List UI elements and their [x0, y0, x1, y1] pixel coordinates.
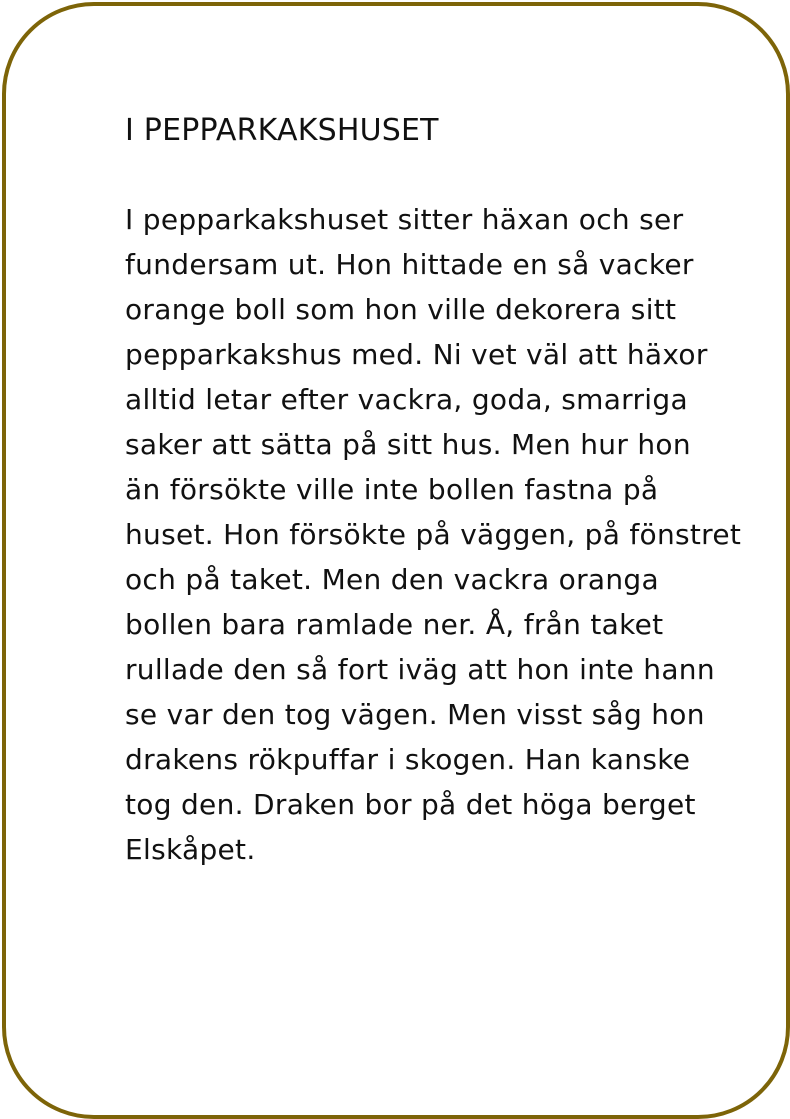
- story-line: och på taket. Men den vackra oranga: [125, 563, 659, 596]
- story-line: saker att sätta på sitt hus. Men hur hon: [125, 428, 691, 461]
- story-line: orange boll som hon ville dekorera sitt: [125, 293, 677, 326]
- story-title: I PEPPARKAKSHUSET: [125, 113, 439, 148]
- story-text: [125, 197, 745, 872]
- story-line: alltid letar efter vackra, goda, smarriga: [125, 383, 688, 416]
- story-line: tog den. Draken bor på det höga berget: [125, 788, 696, 821]
- story-line: Elskåpet.: [125, 833, 256, 866]
- story-line: pepparkakshus med. Ni vet väl att häxor: [125, 338, 708, 371]
- story-line: I pepparkakshuset sitter häxan och ser: [125, 203, 684, 236]
- story-line: se var den tog vägen. Men visst såg hon: [125, 698, 705, 731]
- story-line: huset. Hon försökte på väggen, på fönstret: [125, 518, 742, 551]
- story-line: än försökte ville inte bollen fastna på: [125, 473, 659, 506]
- story-card: [2, 2, 790, 1119]
- story-line: rullade den så fort iväg att hon inte hann: [125, 653, 715, 686]
- story-line: bollen bara ramlade ner. Å, från taket: [125, 608, 664, 641]
- story-line: fundersam ut. Hon hittade en så vacker: [125, 248, 694, 281]
- story-line: drakens rökpuffar i skogen. Han kanske: [125, 743, 691, 776]
